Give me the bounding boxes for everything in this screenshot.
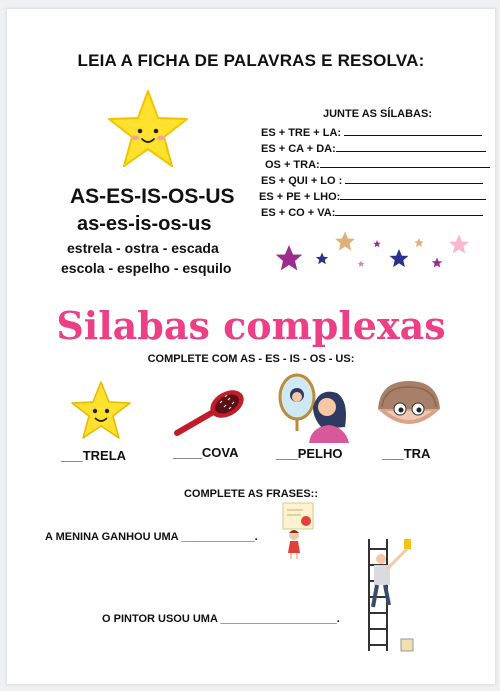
join-row: ES + QUI + LO :: [261, 174, 483, 187]
page-title: LEIA A FICHA DE PALAVRAS E RESOLVA:: [77, 51, 425, 70]
answer-line[interactable]: [345, 174, 483, 184]
blank-word-trela[interactable]: ___TRELA: [61, 448, 127, 463]
join-row: ES + CA + DA:: [261, 142, 486, 155]
painter-ladder-icon: [359, 535, 419, 653]
words-line-2: escola - espelho - esquilo: [61, 260, 232, 276]
hairbrush-icon: [171, 387, 249, 439]
answer-line[interactable]: [336, 142, 486, 152]
join-row: ES + PE + LHO:: [259, 190, 486, 203]
answer-line[interactable]: [335, 206, 483, 216]
smiling-star-icon: [105, 87, 191, 171]
star-picture-icon: [69, 379, 133, 441]
sentence-2[interactable]: O PINTOR USOU UMA ___________________.: [102, 613, 340, 625]
girl-mirror-icon: [275, 371, 353, 443]
blank-word-tra[interactable]: ___TRA: [382, 446, 431, 461]
complete-syllables-title: COMPLETE COM AS - ES - IS - OS - US:: [147, 353, 355, 365]
answer-line[interactable]: [340, 190, 486, 200]
worksheet-page: [6, 8, 496, 685]
complete-sentences-title: COMPLETE AS FRASES::: [183, 488, 319, 500]
answer-line[interactable]: [344, 126, 482, 136]
join-row: ES + TRE + LA:: [261, 126, 482, 139]
headline: Silabas complexas: [56, 303, 446, 348]
answer-line[interactable]: [320, 158, 490, 168]
decorative-stars-icon: [267, 231, 477, 281]
girl-certificate-icon: [277, 501, 315, 561]
join-row: OS + TRA:: [265, 158, 490, 171]
join-syllables-title: JUNTE AS SÍLABAS:: [323, 108, 432, 120]
blank-word-pelho[interactable]: ___PELHO: [276, 446, 343, 461]
sentence-1[interactable]: A MENINA GANHOU UMA ____________.: [45, 531, 258, 543]
syllables-lowercase: as-es-is-os-us: [77, 213, 212, 235]
oyster-icon: [374, 375, 444, 437]
syllables-uppercase: AS-ES-IS-OS-US: [70, 185, 235, 208]
words-line-1: estrela - ostra - escada: [67, 240, 219, 256]
blank-word-cova[interactable]: ____COVA: [173, 445, 239, 460]
join-row: ES + CO + VA:: [261, 206, 483, 219]
